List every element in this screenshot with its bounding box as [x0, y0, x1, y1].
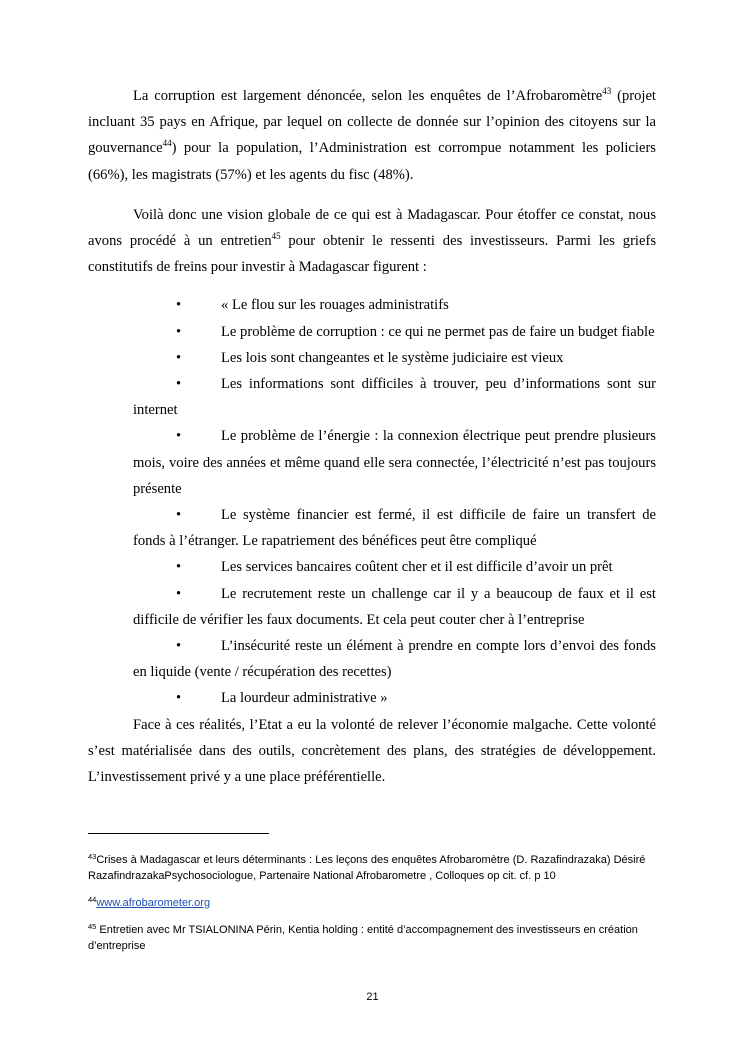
list-item-text: Les services bancaires coûtent cher et il est difficile d’avoir un prêt — [221, 559, 613, 576]
bullet-icon: • — [176, 585, 182, 602]
footnote-number: 44 — [88, 895, 97, 904]
list-item — [133, 319, 656, 345]
list-item — [133, 292, 656, 318]
list-item-text: Le problème de l’énergie : la connexion électrique peut prendre plusieurs mois, voire des années et même quand elle sera connectée, l’électricité n’est pas toujours présente — [133, 428, 656, 497]
paragraph-text: ) pour la population, l’Administration est corrompue notamment les policiers (66%), les magistrats (57%) et les agents du fisc (48%). — [88, 140, 656, 183]
paragraph-text: Voilà donc une vision globale de ce qui est à Madagascar. Pour étoffer ce constat, nous avons procédé à un entretien — [88, 206, 656, 250]
bullet-icon: • — [176, 323, 182, 340]
footnote-separator — [88, 833, 269, 834]
bullet-icon: • — [176, 559, 182, 576]
footnote-44 — [88, 895, 656, 911]
body-text — [88, 83, 656, 790]
grievances-list — [88, 292, 656, 711]
footnote-number: 45 — [88, 922, 97, 931]
list-item — [133, 685, 656, 711]
bullet-icon: • — [176, 349, 182, 366]
list-item-text: L’insécurité reste un élément à prendre en compte lors d’envoi des fonds en liquide (vente / récupération des recettes) — [133, 638, 656, 681]
paragraph-text: pour obtenir le ressenti des investisseurs. Parmi les griefs constitutifs de freins pour investir à Madagascar figurent : — [88, 233, 656, 276]
paragraph-conclusion: Face à ces réalités, l’Etat a eu la volonté de relever l’économie malgache. Cette volonté s’est matérialisée dans des outils, concrètement des plans, des stratégies de développement. L’investissement privé y a une place préférentielle. — [88, 716, 656, 786]
list-item-text: Le problème de corruption : ce qui ne permet pas de faire un budget fiable — [221, 323, 655, 340]
list-item-text: Les lois sont changeantes et le système judiciaire est vieux — [221, 349, 564, 366]
list-item — [133, 633, 656, 685]
list-item — [133, 423, 656, 502]
list-item — [133, 554, 656, 580]
paragraph-text: (projet incluant 35 pays en Afrique, par lequel on collecte de donnée sur l’opinion des citoyens sur la gouvernance — [88, 88, 656, 157]
list-item — [133, 345, 656, 371]
list-item — [133, 371, 656, 423]
list-item-text: La lourdeur administrative » — [221, 690, 388, 707]
footnote-text: Crises à Madagascar et leurs déterminants : Les leçons des enquêtes Afrobaromètre (D. Razafindrazaka) Désiré RazafindrazakaPsychosociologue, Partenaire National Afrobarometre , Colloques op cit. cf. p 10 — [88, 854, 646, 882]
footnote-number: 43 — [88, 852, 97, 861]
paragraph-text: La corruption est largement dénoncée, selon les enquêtes de l’Afrobaromètre — [133, 88, 603, 104]
footnote-text: Entretien avec Mr TSIALONINA Périn, Kentia holding : entité d’accompagnement des investisseurs en création d’entreprise — [88, 924, 638, 952]
paragraph-corruption — [88, 83, 656, 188]
bullet-icon: • — [176, 376, 182, 393]
footnote-ref-45[interactable]: 45 — [271, 231, 281, 242]
bullet-icon: • — [176, 638, 182, 655]
footnote-ref-43[interactable]: 43 — [602, 86, 612, 96]
list-item-text: Le recrutement reste un challenge car il y a beaucoup de faux et il est difficile de vérifier les faux documents. Et cela peut couter cher à l’entreprise — [133, 585, 656, 628]
list-item-text: Le système financier est fermé, il est difficile de faire un transfert de fonds à l’étranger. Le rapatriement des bénéfices peut être compliqué — [133, 507, 656, 550]
paragraph-vision — [88, 202, 656, 281]
bullet-icon: • — [176, 507, 182, 524]
list-item — [133, 581, 656, 633]
afrobarometer-link[interactable]: www.afrobarometer.org — [96, 897, 211, 909]
bullet-icon: • — [176, 690, 182, 707]
list-item-text: Les informations sont difficiles à trouver, peu d’informations sont sur internet — [133, 376, 656, 419]
list-item — [133, 502, 656, 554]
page-number: 21 — [366, 991, 379, 1003]
footnote-45 — [88, 922, 656, 954]
bullet-icon: • — [176, 297, 182, 314]
bullet-icon: • — [176, 428, 182, 445]
footnotes — [88, 852, 656, 965]
footnote-ref-44[interactable]: 44 — [162, 138, 172, 149]
list-item-text: « Le flou sur les rouages administratifs — [221, 297, 449, 314]
footnote-43 — [88, 852, 656, 884]
